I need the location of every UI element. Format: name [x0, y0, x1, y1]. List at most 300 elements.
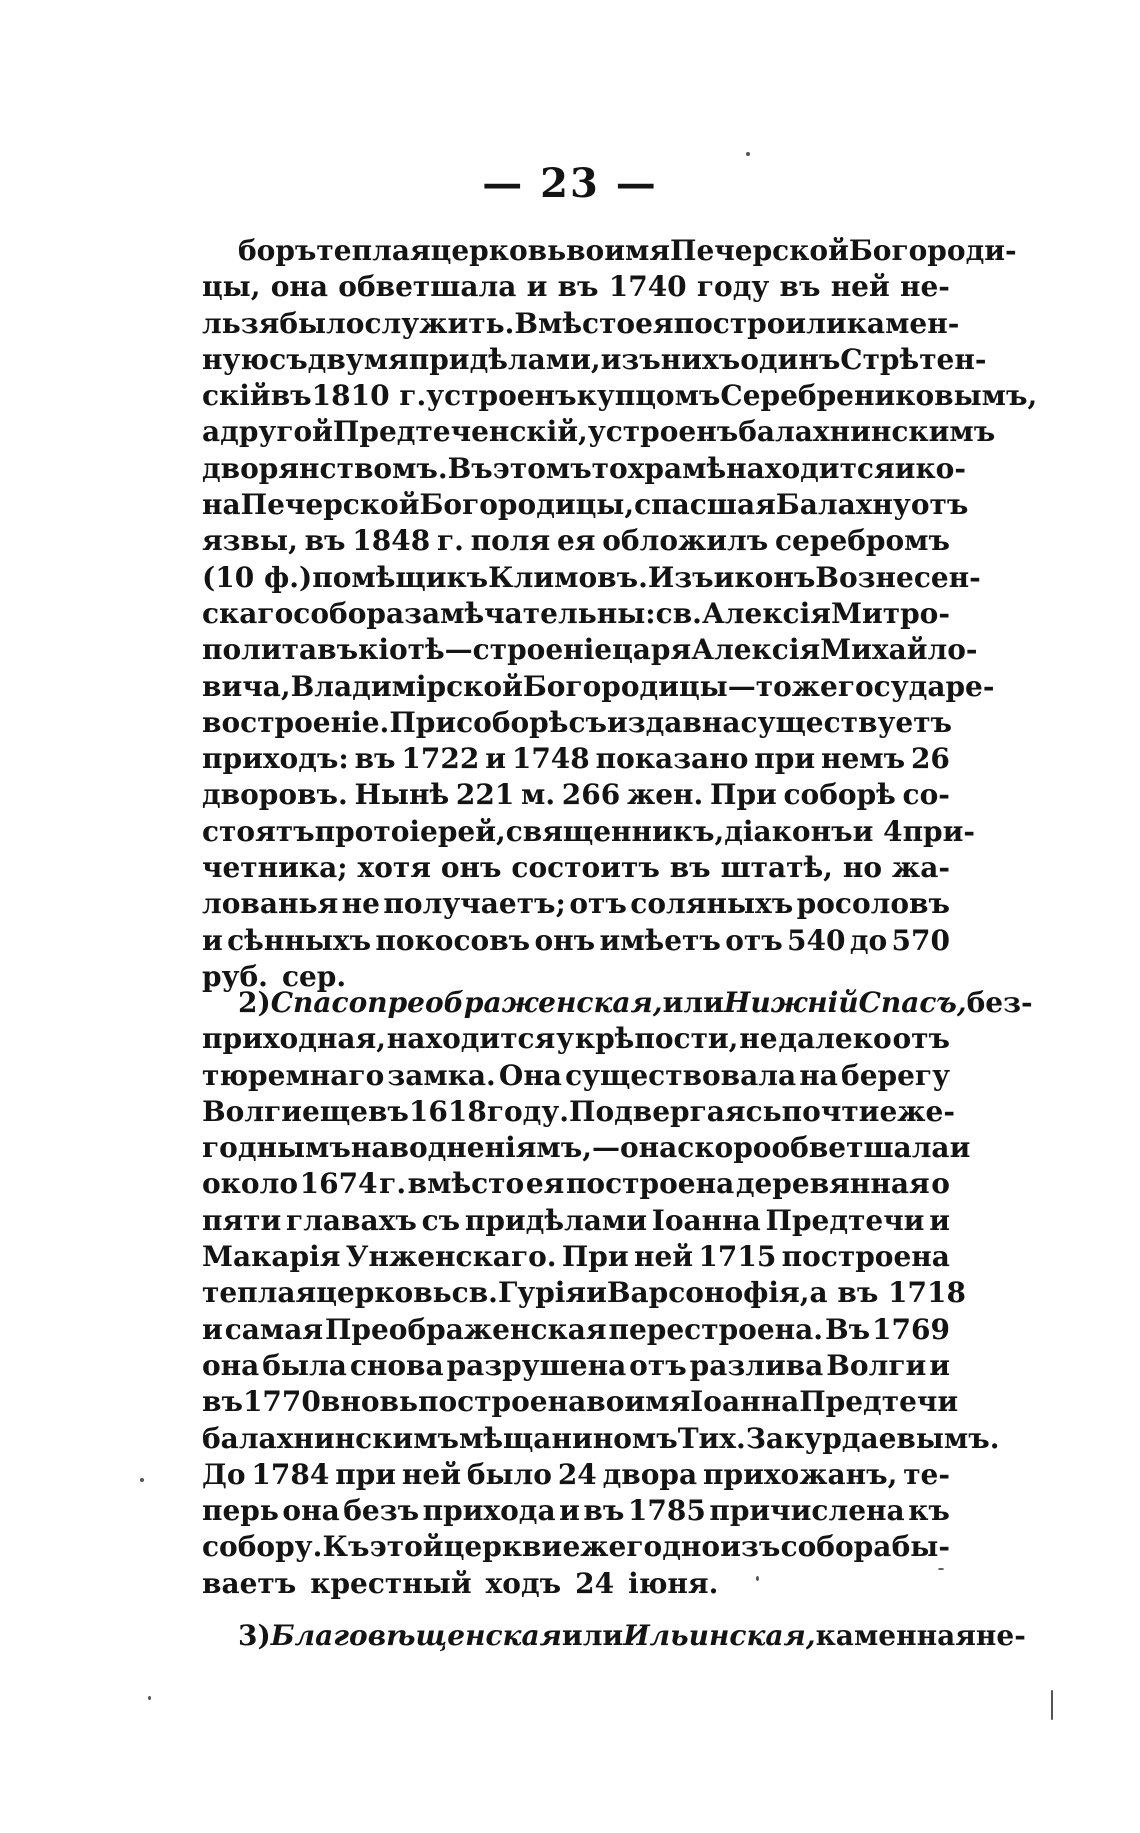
word: построена	[565, 1167, 735, 1201]
word: о	[931, 1167, 950, 1201]
word: балахнинскимъ	[202, 1421, 459, 1455]
word: придѣлами	[464, 1203, 648, 1237]
word: Макарія	[202, 1240, 341, 1274]
word: и	[202, 1312, 223, 1346]
word: До	[202, 1457, 246, 1491]
word: обложилъ	[602, 524, 769, 558]
word: строеніе.	[240, 705, 390, 739]
scan-speck	[746, 152, 750, 156]
word: жен.	[626, 778, 704, 812]
word: въ	[317, 633, 359, 667]
word: безъ	[343, 1494, 420, 1528]
word: Богородицы,	[419, 488, 635, 522]
word: этой	[369, 1530, 444, 1564]
word: 24	[575, 1566, 615, 1600]
word: полита	[202, 633, 318, 667]
word: камен-	[846, 306, 960, 340]
word: она	[282, 1494, 340, 1528]
word: и	[929, 1203, 950, 1237]
text-line	[202, 1130, 971, 1166]
text-line	[202, 1275, 966, 1311]
word: построена	[417, 1385, 587, 1419]
word: и	[949, 1131, 971, 1165]
word: Предтеченскій,	[332, 415, 588, 449]
text-line	[202, 777, 950, 813]
word: собора	[293, 596, 405, 630]
word: въ	[669, 851, 711, 885]
word: или	[561, 1619, 624, 1652]
word: 1848	[352, 524, 431, 558]
text-line	[202, 1058, 950, 1094]
word: (10 ф.)	[202, 560, 313, 594]
word: Балахну	[775, 488, 911, 522]
word: пяти	[202, 1203, 282, 1237]
word: и	[485, 742, 506, 776]
word: во	[202, 705, 241, 739]
word: Ильинская,	[623, 1619, 816, 1652]
word: имя	[624, 1385, 691, 1419]
word: вича,	[202, 669, 291, 703]
text-line	[202, 1384, 959, 1420]
word: вмѣсто	[407, 1167, 525, 1201]
word: Предтечи	[765, 1203, 925, 1237]
text-line	[202, 414, 996, 450]
page-number: — 23 —	[482, 160, 658, 207]
word: годнымъ	[202, 1131, 351, 1165]
word: Вмѣсто	[514, 306, 636, 340]
word: скаго	[202, 596, 294, 630]
word: Богородицы—тоже	[522, 669, 838, 703]
word: состоитъ	[511, 851, 660, 885]
word: она	[270, 270, 329, 304]
word: Іоанна	[690, 1385, 800, 1419]
text-line	[202, 523, 950, 559]
word: Изъ	[647, 560, 714, 594]
word: въ	[367, 1094, 409, 1128]
word: скоро	[677, 1131, 772, 1165]
word: ваетъ	[202, 1566, 297, 1600]
word: другой	[220, 415, 333, 449]
word: изъ	[600, 342, 661, 376]
word: сѣнныхъ	[227, 923, 372, 957]
word: Закурдаевымъ.	[745, 1421, 1000, 1455]
word: Серебрениковымъ,	[720, 379, 1038, 413]
word: далеко	[778, 1022, 892, 1056]
word: въ	[304, 524, 346, 558]
word: Богороди-	[848, 234, 1017, 267]
word: г.	[379, 1167, 407, 1201]
word: 1810 г.	[311, 379, 427, 413]
word: жа-	[891, 851, 950, 885]
word: къ	[908, 1494, 950, 1528]
word: Волги	[826, 1348, 927, 1382]
word: св.	[655, 596, 702, 630]
word: въ	[583, 1494, 625, 1528]
word: 570	[891, 923, 950, 957]
word: При	[389, 705, 457, 739]
word: прихода	[422, 1494, 556, 1528]
word: штатѣ,	[720, 851, 833, 885]
word: приходъ:	[202, 742, 349, 776]
word: спасшая	[634, 488, 776, 522]
word: Алексія	[701, 596, 831, 630]
word: Владимірской	[290, 669, 523, 703]
scan-speck	[140, 1478, 144, 1482]
paragraph-2	[202, 985, 1033, 1602]
word: отъ	[892, 1022, 950, 1056]
word: г.	[436, 524, 464, 558]
word: было	[279, 306, 365, 340]
word: была	[262, 1348, 347, 1382]
word: цы,	[202, 270, 261, 304]
text-line	[202, 1529, 950, 1565]
text-line	[202, 1239, 950, 1275]
word: Митро-	[830, 596, 950, 630]
word: 1784	[251, 1457, 330, 1491]
word: Она	[498, 1058, 562, 1092]
word: При	[710, 778, 777, 812]
text-line	[202, 1348, 950, 1384]
word: 1769	[872, 1312, 950, 1346]
word: Предтечи	[799, 1385, 959, 1419]
word: храмѣ	[627, 451, 727, 485]
word: помѣщикъ	[312, 560, 489, 594]
word: діаконъ	[724, 814, 853, 848]
word: въ	[270, 379, 312, 413]
word: и	[526, 270, 548, 304]
word: наводненіямъ,—она	[350, 1131, 678, 1165]
text-line	[202, 705, 953, 741]
word: во	[566, 234, 605, 267]
word: 1748	[511, 742, 590, 776]
word: Спасопреображенская,	[270, 986, 663, 1019]
text-line	[202, 1021, 950, 1057]
word: берегу	[841, 1058, 950, 1092]
word: серебромъ	[775, 524, 950, 558]
word: и	[559, 1494, 580, 1528]
word: соляныхъ	[630, 887, 794, 921]
word: руб.	[202, 959, 268, 993]
word: церковь	[430, 234, 567, 267]
word: св.	[451, 1276, 498, 1310]
word: хотя	[357, 851, 431, 885]
text-line	[202, 1618, 1026, 1654]
word: Стрѣтен-	[840, 342, 987, 376]
scan-speck	[1051, 1690, 1053, 1720]
word: изъ	[720, 1530, 781, 1564]
word: Нижній	[723, 986, 859, 1019]
word: двора	[602, 1457, 698, 1491]
text-line	[202, 596, 950, 632]
word: а	[202, 415, 221, 449]
word: около	[202, 1167, 298, 1201]
word: показано	[595, 742, 749, 776]
word: Преображенская	[324, 1312, 607, 1346]
word: Вознесен-	[815, 560, 981, 594]
word: не	[739, 1022, 778, 1056]
word: дворянствомъ.	[202, 451, 448, 485]
word: балахнинскимъ	[738, 415, 996, 449]
word: Іоанна	[651, 1203, 761, 1237]
word: ея	[556, 524, 596, 558]
word: до	[849, 923, 888, 957]
word: и	[586, 1276, 607, 1310]
word: 1722	[401, 742, 480, 776]
word: боръ	[238, 234, 317, 267]
text-line	[202, 1166, 950, 1202]
word: Алексія	[691, 633, 821, 667]
text-line	[202, 669, 995, 705]
word: кіотѣ—строеніе	[358, 633, 613, 667]
word: Къ	[322, 1530, 370, 1564]
word: Въ	[447, 451, 493, 485]
scan-speck	[148, 1696, 151, 1700]
word: она	[202, 1348, 260, 1382]
word: существуетъ	[740, 705, 953, 739]
word: вновь	[320, 1385, 418, 1419]
word: покосовъ	[375, 923, 531, 957]
word: 266	[561, 778, 621, 812]
word: церковь	[316, 1276, 452, 1310]
paragraph-3	[202, 1618, 1026, 1654]
text-line	[202, 886, 950, 922]
word: въ	[202, 1385, 243, 1419]
word: замѣчательны:	[404, 596, 656, 630]
text-line	[202, 1094, 955, 1130]
word: 2)	[238, 986, 271, 1019]
word: ежегодно	[562, 1530, 721, 1564]
word: скій	[202, 379, 271, 413]
word: собору.	[202, 1530, 323, 1564]
word: При	[561, 1240, 629, 1274]
word: ико-	[894, 451, 966, 485]
word: отъ	[725, 923, 783, 957]
word: или	[662, 986, 724, 1019]
word: 1770	[242, 1385, 321, 1419]
word: находится	[726, 451, 895, 485]
word: росоловъ	[796, 887, 950, 921]
word: обветшала	[338, 270, 517, 304]
word: отъ	[569, 887, 627, 921]
word: снова	[349, 1348, 444, 1382]
word: этомъ	[492, 451, 592, 485]
text-line	[202, 741, 950, 777]
word: протоіерей,	[314, 814, 506, 848]
scan-speck	[756, 1576, 759, 1581]
word: ную	[202, 342, 270, 376]
word: 3)	[238, 1619, 271, 1652]
word: поля	[470, 524, 551, 558]
word: 1674	[299, 1167, 378, 1201]
word: устроенъ	[426, 379, 577, 413]
word: еже-	[879, 1094, 955, 1128]
word: стоятъ	[202, 814, 315, 848]
text-line	[202, 632, 978, 668]
word: 1618	[408, 1094, 487, 1128]
word: деревянная	[735, 1167, 930, 1201]
word: причислена	[709, 1494, 905, 1528]
word: при	[754, 742, 816, 776]
word: отъ	[629, 1348, 687, 1382]
word: соборѣ	[456, 705, 569, 739]
word: Гурія	[497, 1276, 587, 1310]
word: разлива	[689, 1348, 824, 1382]
word: собора	[780, 1530, 892, 1564]
word: соборѣ	[783, 778, 896, 812]
word: ней	[830, 270, 890, 304]
word: Печерской	[240, 488, 420, 522]
text-line	[202, 850, 950, 886]
word: а въ 1718	[809, 1276, 966, 1310]
word: онъ	[440, 851, 502, 885]
word: бы-	[891, 1530, 950, 1564]
word: при	[335, 1457, 397, 1491]
word: двумя	[307, 342, 409, 376]
word: и 4	[852, 814, 903, 848]
word: 26	[910, 742, 950, 776]
word: каменная	[815, 1619, 976, 1652]
word: на	[799, 1058, 838, 1092]
word: Михайло-	[820, 633, 978, 667]
word: приходная,	[202, 1022, 386, 1056]
word: существовала	[565, 1058, 797, 1092]
word: въ	[354, 742, 396, 776]
text-line	[202, 923, 950, 959]
text-line	[202, 560, 981, 596]
word: государе-	[837, 669, 995, 703]
word: прихожанъ,	[703, 1457, 898, 1491]
word: теплая	[316, 234, 431, 267]
text-line	[202, 487, 969, 523]
text-line	[202, 1566, 950, 1602]
word: имя	[604, 234, 671, 267]
word: отъ	[910, 488, 969, 522]
word: перестроена.	[608, 1312, 824, 1346]
word: льзя	[202, 306, 280, 340]
word: Климовъ.	[488, 560, 648, 594]
word: Варсонофія,	[606, 1276, 810, 1310]
word: 1785	[627, 1494, 706, 1528]
word: было	[466, 1457, 552, 1491]
text-line	[202, 269, 950, 305]
word: не-	[899, 270, 950, 304]
word: во	[586, 1385, 625, 1419]
word: Нынѣ	[354, 778, 450, 812]
word: нихъ	[660, 342, 741, 376]
word: царя	[612, 633, 692, 667]
word: находится	[386, 1022, 556, 1056]
word: теплая	[202, 1276, 317, 1310]
text-line	[202, 1493, 950, 1529]
word: то	[591, 451, 628, 485]
word: не	[341, 887, 380, 921]
word: обветшала	[771, 1131, 950, 1165]
word: 221	[455, 778, 515, 812]
word: крестный	[310, 1566, 472, 1600]
text-line	[202, 814, 976, 850]
word: Тих.	[677, 1421, 746, 1455]
word: 24	[557, 1457, 597, 1491]
word: но	[842, 851, 883, 885]
word: священникъ,	[505, 814, 725, 848]
word: одинъ	[740, 342, 841, 376]
word: ходъ	[485, 1566, 562, 1600]
word: со-	[902, 778, 950, 812]
word: мѣщаниномъ	[459, 1421, 678, 1455]
word: главахъ	[286, 1203, 417, 1237]
word: іюня.	[628, 1566, 719, 1600]
text-line	[202, 1421, 1000, 1457]
word: ея	[635, 306, 674, 340]
word: м.	[521, 778, 556, 812]
word: 540	[787, 923, 846, 957]
word: язвы,	[202, 524, 298, 558]
text-line	[202, 378, 1038, 414]
word: немъ	[820, 742, 906, 776]
word: иконъ	[713, 560, 816, 594]
word: ней	[633, 1240, 694, 1274]
word: и	[202, 923, 223, 957]
word: Благовѣщенская	[270, 1619, 562, 1652]
word: четника;	[202, 851, 348, 885]
word: дворовъ.	[202, 778, 348, 812]
word: разрушена	[446, 1348, 627, 1382]
word: съ	[269, 342, 308, 376]
word: почти	[781, 1094, 880, 1128]
word: съиздавна	[568, 705, 741, 739]
word: 1715	[698, 1240, 777, 1274]
word: те-	[903, 1457, 950, 1491]
word: не-	[975, 1619, 1026, 1652]
word: 1740	[608, 270, 687, 304]
text-line	[202, 233, 1017, 269]
word: Въ	[824, 1312, 871, 1346]
word: и	[929, 1348, 950, 1382]
word: церкви	[443, 1530, 563, 1564]
word: перь	[202, 1494, 279, 1528]
word: служить.	[364, 306, 515, 340]
word: построена	[781, 1240, 950, 1274]
word: сер.	[281, 959, 347, 993]
word: ея	[525, 1167, 565, 1201]
text-line	[202, 1203, 950, 1239]
word: получаетъ;	[383, 887, 566, 921]
text-line	[202, 342, 987, 378]
word: въ	[779, 270, 821, 304]
word: при-	[902, 814, 976, 848]
word: еще	[302, 1094, 368, 1128]
paragraph-1	[202, 233, 1038, 995]
text-line	[202, 451, 966, 487]
word: крѣпости,	[574, 1022, 739, 1056]
word: на	[202, 488, 241, 522]
word: году.	[486, 1094, 569, 1128]
word: Подвергаясь	[569, 1094, 782, 1128]
word: у	[556, 1022, 575, 1056]
word: Унженскаго.	[345, 1240, 557, 1274]
word: построили	[673, 306, 847, 340]
text-line	[202, 306, 960, 342]
word: устроенъ	[587, 415, 739, 449]
word: замка.	[387, 1058, 496, 1092]
word: Спасъ,	[858, 986, 967, 1019]
word: придѣлами,	[408, 342, 601, 376]
word: ней	[401, 1457, 461, 1491]
word: онъ	[534, 923, 596, 957]
word: лованья	[202, 887, 339, 921]
word: самая	[224, 1312, 324, 1346]
text-line	[202, 985, 1033, 1021]
